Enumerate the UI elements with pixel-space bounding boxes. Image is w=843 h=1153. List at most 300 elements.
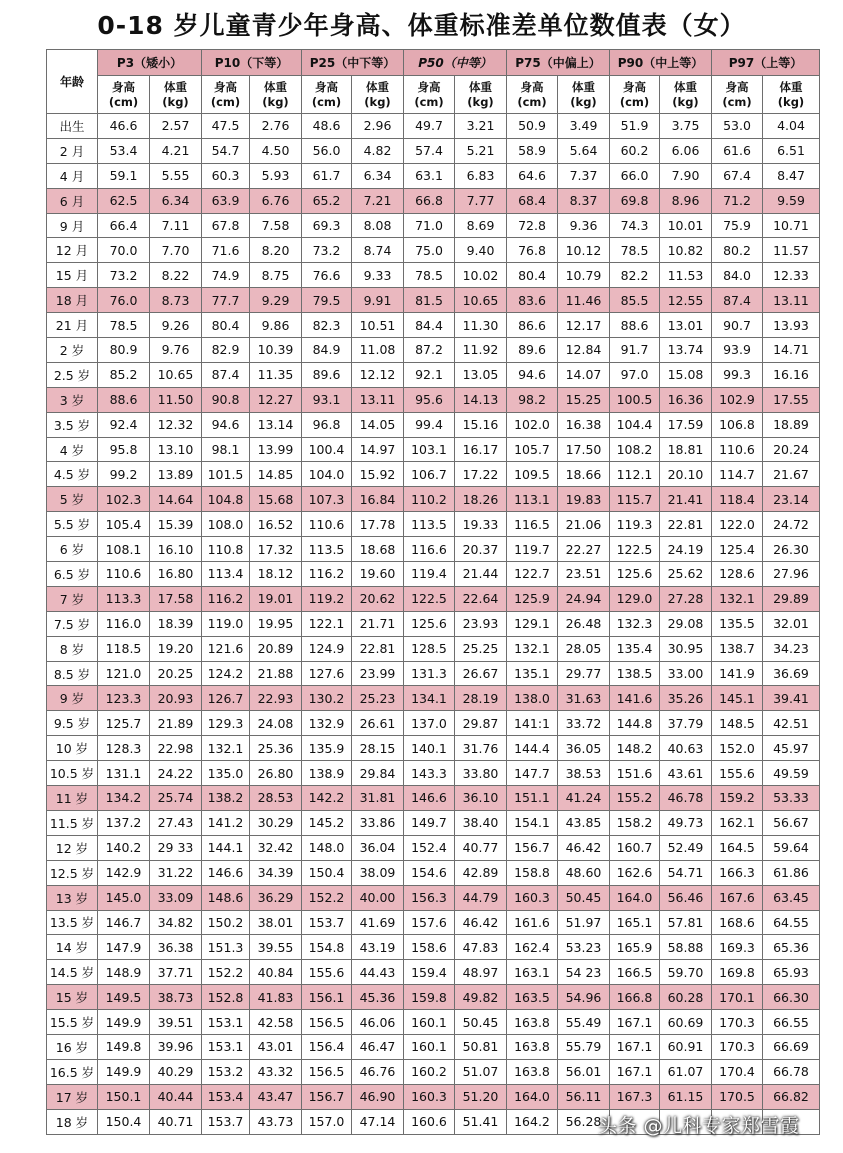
weight-cell: 8.69 bbox=[455, 213, 507, 238]
weight-cell: 43.19 bbox=[352, 935, 404, 960]
height-cell: 138.2 bbox=[202, 786, 250, 811]
height-cell: 113.1 bbox=[507, 487, 558, 512]
height-cell: 147.7 bbox=[507, 761, 558, 786]
weight-cell: 15.16 bbox=[455, 412, 507, 437]
height-cell: 167.6 bbox=[712, 885, 763, 910]
height-cell: 58.9 bbox=[507, 138, 558, 163]
weight-cell: 29 33 bbox=[150, 835, 202, 860]
weight-cell: 40.44 bbox=[150, 1084, 202, 1109]
height-cell: 138.0 bbox=[507, 686, 558, 711]
weight-cell: 31.63 bbox=[558, 686, 610, 711]
height-cell: 66.4 bbox=[98, 213, 150, 238]
weight-cell: 2.96 bbox=[352, 114, 404, 139]
height-cell: 147.9 bbox=[98, 935, 150, 960]
weight-cell: 10.39 bbox=[250, 338, 302, 363]
table-row bbox=[47, 935, 820, 960]
weight-cell: 43.85 bbox=[558, 810, 610, 835]
height-cell: 129.3 bbox=[202, 711, 250, 736]
age-cell: 12.5 岁 bbox=[47, 860, 98, 885]
weight-cell: 6.34 bbox=[352, 163, 404, 188]
height-cell: 154.1 bbox=[507, 810, 558, 835]
weight-unit-header bbox=[250, 76, 302, 114]
height-cell: 137.0 bbox=[404, 711, 455, 736]
height-cell: 89.6 bbox=[507, 338, 558, 363]
weight-cell: 47.14 bbox=[352, 1109, 404, 1134]
height-cell: 113.5 bbox=[404, 512, 455, 537]
weight-cell: 19.20 bbox=[150, 636, 202, 661]
height-cell: 144.4 bbox=[507, 736, 558, 761]
height-cell: 164.5 bbox=[712, 835, 763, 860]
weight-cell: 13.99 bbox=[250, 437, 302, 462]
height-cell: 160.2 bbox=[404, 1059, 455, 1084]
weight-cell: 51.97 bbox=[558, 910, 610, 935]
weight-cell: 39.51 bbox=[150, 1010, 202, 1035]
height-cell: 170.1 bbox=[712, 985, 763, 1010]
age-cell: 17 岁 bbox=[47, 1084, 98, 1109]
height-cell: 156.4 bbox=[302, 1034, 352, 1059]
height-cell: 146.6 bbox=[202, 860, 250, 885]
weight-cell: 54 23 bbox=[558, 960, 610, 985]
weight-cell: 21.06 bbox=[558, 512, 610, 537]
height-unit: (cm) bbox=[517, 94, 547, 109]
height-cell: 76.0 bbox=[98, 288, 150, 313]
weight-cell: 4.21 bbox=[150, 138, 202, 163]
height-cell: 168.6 bbox=[712, 910, 763, 935]
age-cell: 2.5 岁 bbox=[47, 362, 98, 387]
weight-cell: 12.84 bbox=[558, 338, 610, 363]
weight-cell: 22.27 bbox=[558, 537, 610, 562]
weight-cell: 14.71 bbox=[763, 338, 820, 363]
height-cell: 156.7 bbox=[507, 835, 558, 860]
weight-cell: 60.69 bbox=[660, 1010, 712, 1035]
height-cell: 124.9 bbox=[302, 636, 352, 661]
height-cell: 159.2 bbox=[712, 786, 763, 811]
weight-cell: 11.53 bbox=[660, 263, 712, 288]
percentile-header-p50: P50（中等） bbox=[404, 50, 507, 76]
height-unit: (cm) bbox=[108, 94, 139, 109]
height-cell: 125.7 bbox=[98, 711, 150, 736]
height-cell: 71.2 bbox=[712, 188, 763, 213]
height-cell: 122.5 bbox=[610, 537, 660, 562]
table-row bbox=[47, 586, 820, 611]
weight-cell: 33.86 bbox=[352, 810, 404, 835]
weight-cell: 20.89 bbox=[250, 636, 302, 661]
height-unit-header bbox=[610, 76, 660, 114]
height-cell: 88.6 bbox=[610, 313, 660, 338]
height-cell: 63.1 bbox=[404, 163, 455, 188]
height-cell: 163.5 bbox=[507, 985, 558, 1010]
table-row bbox=[47, 636, 820, 661]
weight-cell: 37.79 bbox=[660, 711, 712, 736]
height-cell: 86.6 bbox=[507, 313, 558, 338]
weight-cell: 13.74 bbox=[660, 338, 712, 363]
weight-unit-header bbox=[352, 76, 404, 114]
weight-cell: 29.77 bbox=[558, 661, 610, 686]
height-cell: 132.3 bbox=[610, 611, 660, 636]
height-cell: 121.0 bbox=[98, 661, 150, 686]
weight-cell: 38.53 bbox=[558, 761, 610, 786]
height-cell: 95.6 bbox=[404, 387, 455, 412]
height-cell: 94.6 bbox=[507, 362, 558, 387]
weight-cell: 38.40 bbox=[455, 810, 507, 835]
age-cell: 3.5 岁 bbox=[47, 412, 98, 437]
height-cell: 88.6 bbox=[98, 387, 150, 412]
page-title: 0-18 岁儿童青少年身高、体重标准差单位数值表（女） bbox=[97, 11, 746, 40]
height-cell: 145.0 bbox=[98, 885, 150, 910]
height-cell: 150.2 bbox=[202, 910, 250, 935]
height-cell: 110.2 bbox=[404, 487, 455, 512]
height-cell: 146.7 bbox=[98, 910, 150, 935]
height-cell: 169.3 bbox=[712, 935, 763, 960]
height-cell: 85.2 bbox=[98, 362, 150, 387]
height-cell: 96.8 bbox=[302, 412, 352, 437]
height-cell: 149.8 bbox=[98, 1034, 150, 1059]
weight-cell: 2.76 bbox=[250, 114, 302, 139]
height-cell: 69.3 bbox=[302, 213, 352, 238]
height-cell: 80.9 bbox=[98, 338, 150, 363]
height-cell: 158.2 bbox=[610, 810, 660, 835]
weight-cell: 45.97 bbox=[763, 736, 820, 761]
weight-cell: 20.62 bbox=[352, 586, 404, 611]
weight-cell: 9.59 bbox=[763, 188, 820, 213]
height-cell: 162.1 bbox=[712, 810, 763, 835]
weight-cell: 45.36 bbox=[352, 985, 404, 1010]
height-cell: 122.5 bbox=[404, 586, 455, 611]
height-cell: 100.4 bbox=[302, 437, 352, 462]
height-cell: 119.7 bbox=[507, 537, 558, 562]
weight-cell: 38.01 bbox=[250, 910, 302, 935]
height-cell: 141.6 bbox=[610, 686, 660, 711]
height-cell: 134.1 bbox=[404, 686, 455, 711]
height-cell: 98.1 bbox=[202, 437, 250, 462]
weight-cell: 5.21 bbox=[455, 138, 507, 163]
weight-cell: 50.45 bbox=[558, 885, 610, 910]
weight-cell: 16.16 bbox=[763, 362, 820, 387]
height-cell: 80.4 bbox=[507, 263, 558, 288]
table-row bbox=[47, 114, 820, 139]
height-label: 身高 bbox=[520, 79, 544, 94]
weight-cell: 15.39 bbox=[150, 512, 202, 537]
height-cell: 156.1 bbox=[302, 985, 352, 1010]
age-cell: 13.5 岁 bbox=[47, 910, 98, 935]
height-cell: 160.3 bbox=[507, 885, 558, 910]
weight-cell: 24.94 bbox=[558, 586, 610, 611]
weight-cell: 6.51 bbox=[763, 138, 820, 163]
height-cell: 80.4 bbox=[202, 313, 250, 338]
weight-cell: 4.82 bbox=[352, 138, 404, 163]
height-cell: 83.6 bbox=[507, 288, 558, 313]
height-cell: 170.5 bbox=[712, 1084, 763, 1109]
height-cell: 92.4 bbox=[98, 412, 150, 437]
table-row bbox=[47, 761, 820, 786]
height-cell: 135.9 bbox=[302, 736, 352, 761]
height-cell: 116.2 bbox=[302, 562, 352, 587]
age-cell: 18 月 bbox=[47, 288, 98, 313]
weight-cell: 36.05 bbox=[558, 736, 610, 761]
height-cell: 141:1 bbox=[507, 711, 558, 736]
height-cell: 162.4 bbox=[507, 935, 558, 960]
weight-cell: 9.86 bbox=[250, 313, 302, 338]
height-unit: (cm) bbox=[619, 94, 650, 109]
weight-cell: 28.15 bbox=[352, 736, 404, 761]
weight-cell: 17.58 bbox=[150, 586, 202, 611]
height-cell: 125.6 bbox=[610, 562, 660, 587]
height-cell: 122.7 bbox=[507, 562, 558, 587]
weight-cell: 40.71 bbox=[150, 1109, 202, 1134]
height-unit-header bbox=[302, 76, 352, 114]
age-cell: 12 月 bbox=[47, 238, 98, 263]
weight-cell: 18.89 bbox=[763, 412, 820, 437]
height-cell: 74.9 bbox=[202, 263, 250, 288]
height-cell: 153.1 bbox=[202, 1034, 250, 1059]
weight-cell: 30.95 bbox=[660, 636, 712, 661]
weight-cell: 13.10 bbox=[150, 437, 202, 462]
height-unit: (cm) bbox=[722, 94, 752, 109]
weight-cell: 7.21 bbox=[352, 188, 404, 213]
weight-cell: 13.14 bbox=[250, 412, 302, 437]
height-cell: 46.6 bbox=[98, 114, 150, 139]
height-cell: 84.4 bbox=[404, 313, 455, 338]
age-cell: 15 月 bbox=[47, 263, 98, 288]
growth-standard-table bbox=[46, 49, 820, 1135]
weight-cell: 29.87 bbox=[455, 711, 507, 736]
height-cell: 167.3 bbox=[610, 1084, 660, 1109]
height-cell: 122.0 bbox=[712, 512, 763, 537]
height-cell: 105.7 bbox=[507, 437, 558, 462]
table-body bbox=[47, 114, 820, 1135]
weight-cell: 3.21 bbox=[455, 114, 507, 139]
height-cell: 119.2 bbox=[302, 586, 352, 611]
weight-cell: 13.93 bbox=[763, 313, 820, 338]
weight-cell: 46.42 bbox=[455, 910, 507, 935]
height-cell: 144.1 bbox=[202, 835, 250, 860]
height-cell: 140.2 bbox=[98, 835, 150, 860]
weight-cell: 10.65 bbox=[455, 288, 507, 313]
height-cell: 148.6 bbox=[202, 885, 250, 910]
weight-cell: 13.05 bbox=[455, 362, 507, 387]
age-cell: 11 岁 bbox=[47, 786, 98, 811]
height-cell: 122.1 bbox=[302, 611, 352, 636]
height-cell: 114.7 bbox=[712, 462, 763, 487]
weight-cell: 7.58 bbox=[250, 213, 302, 238]
weight-cell: 30.29 bbox=[250, 810, 302, 835]
weight-cell: 5.93 bbox=[250, 163, 302, 188]
table-row bbox=[47, 213, 820, 238]
height-cell: 135.4 bbox=[610, 636, 660, 661]
height-cell: 108.0 bbox=[202, 512, 250, 537]
height-cell: 94.6 bbox=[202, 412, 250, 437]
height-unit-header bbox=[404, 76, 455, 114]
height-cell: 131.3 bbox=[404, 661, 455, 686]
height-cell: 160.1 bbox=[404, 1010, 455, 1035]
height-cell: 151.3 bbox=[202, 935, 250, 960]
height-cell: 125.4 bbox=[712, 537, 763, 562]
weight-cell: 21.44 bbox=[455, 562, 507, 587]
weight-cell: 18.39 bbox=[150, 611, 202, 636]
height-cell: 110.6 bbox=[302, 512, 352, 537]
watermark: 头条 @儿科专家郑雪霞 bbox=[598, 1115, 800, 1137]
weight-cell: 15.08 bbox=[660, 362, 712, 387]
weight-label: 体重 bbox=[674, 79, 697, 94]
height-cell: 148.0 bbox=[302, 835, 352, 860]
height-cell: 128.5 bbox=[404, 636, 455, 661]
height-cell: 99.2 bbox=[98, 462, 150, 487]
height-cell: 145.2 bbox=[302, 810, 352, 835]
weight-cell: 20.25 bbox=[150, 661, 202, 686]
height-cell: 164.2 bbox=[507, 1109, 558, 1134]
height-cell: 146.6 bbox=[404, 786, 455, 811]
height-cell: 150.1 bbox=[98, 1084, 150, 1109]
table-row bbox=[47, 1059, 820, 1084]
height-cell: 93.9 bbox=[712, 338, 763, 363]
height-cell: 110.6 bbox=[712, 437, 763, 462]
height-cell: 70.0 bbox=[98, 238, 150, 263]
height-cell: 149.9 bbox=[98, 1059, 150, 1084]
height-cell: 161.6 bbox=[507, 910, 558, 935]
weight-cell: 19.33 bbox=[455, 512, 507, 537]
weight-cell: 12.27 bbox=[250, 387, 302, 412]
table-row bbox=[47, 412, 820, 437]
height-cell: 118.5 bbox=[98, 636, 150, 661]
weight-cell: 7.70 bbox=[150, 238, 202, 263]
height-cell: 76.6 bbox=[302, 263, 352, 288]
weight-cell: 21.67 bbox=[763, 462, 820, 487]
height-cell: 78.5 bbox=[404, 263, 455, 288]
height-cell: 64.6 bbox=[507, 163, 558, 188]
height-unit: (cm) bbox=[210, 94, 241, 109]
height-cell: 160.3 bbox=[404, 1084, 455, 1109]
height-cell: 91.7 bbox=[610, 338, 660, 363]
age-cell: 4.5 岁 bbox=[47, 462, 98, 487]
height-cell: 59.1 bbox=[98, 163, 150, 188]
weight-cell: 41.83 bbox=[250, 985, 302, 1010]
weight-cell: 26.67 bbox=[455, 661, 507, 686]
weight-cell: 22.81 bbox=[352, 636, 404, 661]
age-cell: 13 岁 bbox=[47, 885, 98, 910]
height-cell: 60.2 bbox=[610, 138, 660, 163]
weight-cell: 65.93 bbox=[763, 960, 820, 985]
table-row bbox=[47, 188, 820, 213]
age-cell: 7 岁 bbox=[47, 586, 98, 611]
weight-cell: 39.96 bbox=[150, 1034, 202, 1059]
height-cell: 156.5 bbox=[302, 1059, 352, 1084]
height-cell: 109.5 bbox=[507, 462, 558, 487]
weight-cell: 21.41 bbox=[660, 487, 712, 512]
weight-cell: 53.33 bbox=[763, 786, 820, 811]
weight-unit: (kg) bbox=[262, 94, 289, 109]
weight-cell: 26.61 bbox=[352, 711, 404, 736]
table-row bbox=[47, 163, 820, 188]
height-cell: 65.2 bbox=[302, 188, 352, 213]
weight-cell: 46.76 bbox=[352, 1059, 404, 1084]
height-cell: 113.3 bbox=[98, 586, 150, 611]
height-cell: 113.4 bbox=[202, 562, 250, 587]
weight-cell: 59.70 bbox=[660, 960, 712, 985]
age-cell: 4 岁 bbox=[47, 437, 98, 462]
weight-cell: 27.28 bbox=[660, 586, 712, 611]
table-row bbox=[47, 611, 820, 636]
height-cell: 163.8 bbox=[507, 1034, 558, 1059]
height-cell: 134.2 bbox=[98, 786, 150, 811]
weight-unit: (kg) bbox=[570, 94, 597, 109]
height-cell: 84.0 bbox=[712, 263, 763, 288]
weight-cell: 56.67 bbox=[763, 810, 820, 835]
weight-cell: 13.01 bbox=[660, 313, 712, 338]
height-cell: 108.2 bbox=[610, 437, 660, 462]
weight-cell: 48.60 bbox=[558, 860, 610, 885]
height-cell: 71.0 bbox=[404, 213, 455, 238]
weight-cell: 10.82 bbox=[660, 238, 712, 263]
age-cell: 6 月 bbox=[47, 188, 98, 213]
weight-cell: 16.80 bbox=[150, 562, 202, 587]
weight-cell: 25.23 bbox=[352, 686, 404, 711]
height-cell: 166.8 bbox=[610, 985, 660, 1010]
weight-cell: 31.81 bbox=[352, 786, 404, 811]
weight-cell: 34.82 bbox=[150, 910, 202, 935]
weight-cell: 34.23 bbox=[763, 636, 820, 661]
height-cell: 142.2 bbox=[302, 786, 352, 811]
weight-cell: 32.01 bbox=[763, 611, 820, 636]
age-cell: 7.5 岁 bbox=[47, 611, 98, 636]
weight-cell: 7.11 bbox=[150, 213, 202, 238]
weight-cell: 11.30 bbox=[455, 313, 507, 338]
height-cell: 81.5 bbox=[404, 288, 455, 313]
weight-cell: 46.42 bbox=[558, 835, 610, 860]
weight-cell: 40.00 bbox=[352, 885, 404, 910]
age-cell: 3 岁 bbox=[47, 387, 98, 412]
height-cell: 68.4 bbox=[507, 188, 558, 213]
weight-unit: (kg) bbox=[364, 94, 391, 109]
table-row bbox=[47, 462, 820, 487]
height-cell: 157.6 bbox=[404, 910, 455, 935]
weight-cell: 10.65 bbox=[150, 362, 202, 387]
weight-cell: 8.22 bbox=[150, 263, 202, 288]
height-cell: 102.9 bbox=[712, 387, 763, 412]
weight-cell: 55.79 bbox=[558, 1034, 610, 1059]
height-cell: 89.6 bbox=[302, 362, 352, 387]
height-cell: 125.9 bbox=[507, 586, 558, 611]
weight-cell: 25.74 bbox=[150, 786, 202, 811]
weight-cell: 17.78 bbox=[352, 512, 404, 537]
unit-header-row bbox=[47, 76, 820, 114]
weight-cell: 33.72 bbox=[558, 711, 610, 736]
percentile-header-p3: P3（矮小） bbox=[98, 50, 202, 76]
weight-cell: 40.29 bbox=[150, 1059, 202, 1084]
weight-cell: 16.10 bbox=[150, 537, 202, 562]
height-cell: 129.0 bbox=[610, 586, 660, 611]
weight-cell: 36.69 bbox=[763, 661, 820, 686]
age-column-header: 年龄 bbox=[47, 50, 98, 114]
age-cell: 5.5 岁 bbox=[47, 512, 98, 537]
height-cell: 87.4 bbox=[712, 288, 763, 313]
height-cell: 105.4 bbox=[98, 512, 150, 537]
age-cell: 出生 bbox=[47, 114, 98, 139]
age-cell: 4 月 bbox=[47, 163, 98, 188]
height-cell: 106.7 bbox=[404, 462, 455, 487]
height-cell: 98.2 bbox=[507, 387, 558, 412]
weight-cell: 34.39 bbox=[250, 860, 302, 885]
age-cell: 8 岁 bbox=[47, 636, 98, 661]
weight-cell: 15.25 bbox=[558, 387, 610, 412]
weight-label: 体重 bbox=[264, 79, 287, 94]
weight-label: 体重 bbox=[366, 79, 389, 94]
height-cell: 138.9 bbox=[302, 761, 352, 786]
weight-cell: 25.36 bbox=[250, 736, 302, 761]
weight-cell: 13.11 bbox=[763, 288, 820, 313]
height-cell: 80.2 bbox=[712, 238, 763, 263]
height-cell: 53.4 bbox=[98, 138, 150, 163]
age-cell: 5 岁 bbox=[47, 487, 98, 512]
